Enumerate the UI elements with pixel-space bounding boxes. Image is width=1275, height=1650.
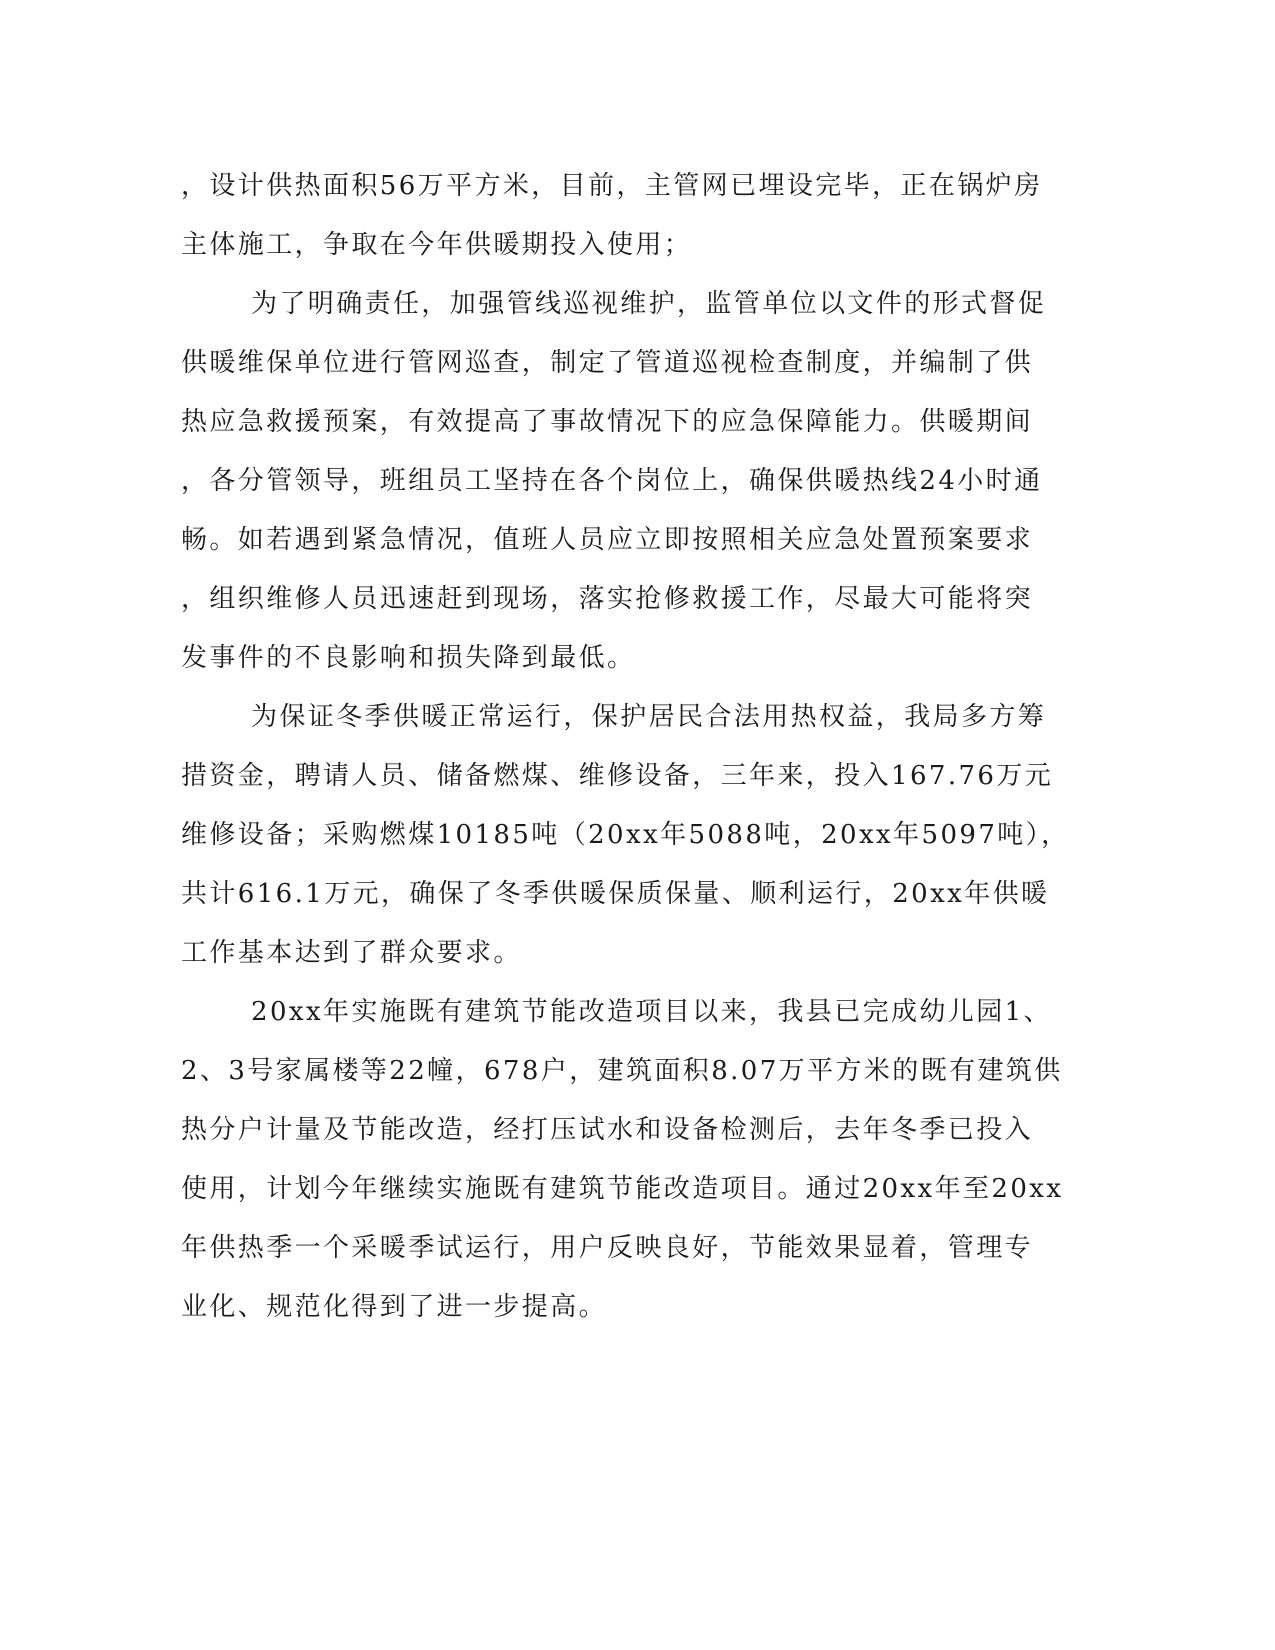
paragraph-2 bbox=[181, 275, 1047, 688]
text-line: 共计616.1万元，确保了冬季供暖保质保量、顺利运行，20xx年供暖 bbox=[181, 879, 1050, 909]
paragraph-3 bbox=[181, 688, 1070, 983]
text-line: 使用，计划今年继续实施既有建筑节能改造项目。通过20xx年至20xx bbox=[181, 1174, 1064, 1204]
text-line: 供暖维保单位进行管网巡查，制定了管道巡视检查制度，并编制了供 bbox=[181, 348, 1034, 378]
text-line: 为保证冬季供暖正常运行，保护居民合法用热权益，我局多方筹 bbox=[251, 702, 1047, 732]
text-line: 畅。如若遇到紧急情况，值班人员应立即按照相关应急处置预案要求 bbox=[181, 525, 1034, 555]
text-line: 2、3号家属楼等22幢，678户，建筑面积8.07万平方米的既有建筑供 bbox=[181, 1056, 1063, 1086]
document-body bbox=[181, 157, 1070, 1337]
text-line: 20xx年实施既有建筑节能改造项目以来，我县已完成幼儿园1、 bbox=[251, 997, 1052, 1027]
text-line: 热应急救援预案，有效提高了事故情况下的应急保障能力。供暖期间 bbox=[181, 407, 1034, 437]
text-line: 年供热季一个采暖季试运行，用户反映良好，节能效果显着，管理专 bbox=[181, 1233, 1034, 1263]
text-line: 热分户计量及节能改造，经打压试水和设备检测后，去年冬季已投入 bbox=[181, 1115, 1034, 1145]
paragraph-1 bbox=[181, 157, 1043, 275]
text-line: 维修设备；采购燃煤10185吨（20xx年5088吨，20xx年5097吨）， bbox=[181, 820, 1070, 850]
text-line: 工作基本达到了群众要求。 bbox=[181, 938, 522, 968]
text-line: 措资金，聘请人员、储备燃煤、维修设备，三年来，投入167.76万元 bbox=[181, 761, 1054, 791]
paragraph-4 bbox=[181, 983, 1064, 1337]
text-line: 主体施工，争取在今年供暖期投入使用； bbox=[181, 230, 693, 260]
text-line: 为了明确责任，加强管线巡视维护，监管单位以文件的形式督促 bbox=[251, 289, 1047, 319]
text-line: 发事件的不良影响和损失降到最低。 bbox=[181, 643, 636, 673]
text-line: 业化、规范化得到了进一步提高。 bbox=[181, 1292, 608, 1322]
text-line: ，各分管领导，班组员工坚持在各个岗位上，确保供暖热线24小时通 bbox=[181, 466, 1043, 496]
text-line: ，设计供热面积56万平方米，目前，主管网已埋设完毕，正在锅炉房 bbox=[181, 171, 1043, 201]
text-line: ，组织维修人员迅速赶到现场，落实抢修救援工作，尽最大可能将突 bbox=[181, 584, 1034, 614]
